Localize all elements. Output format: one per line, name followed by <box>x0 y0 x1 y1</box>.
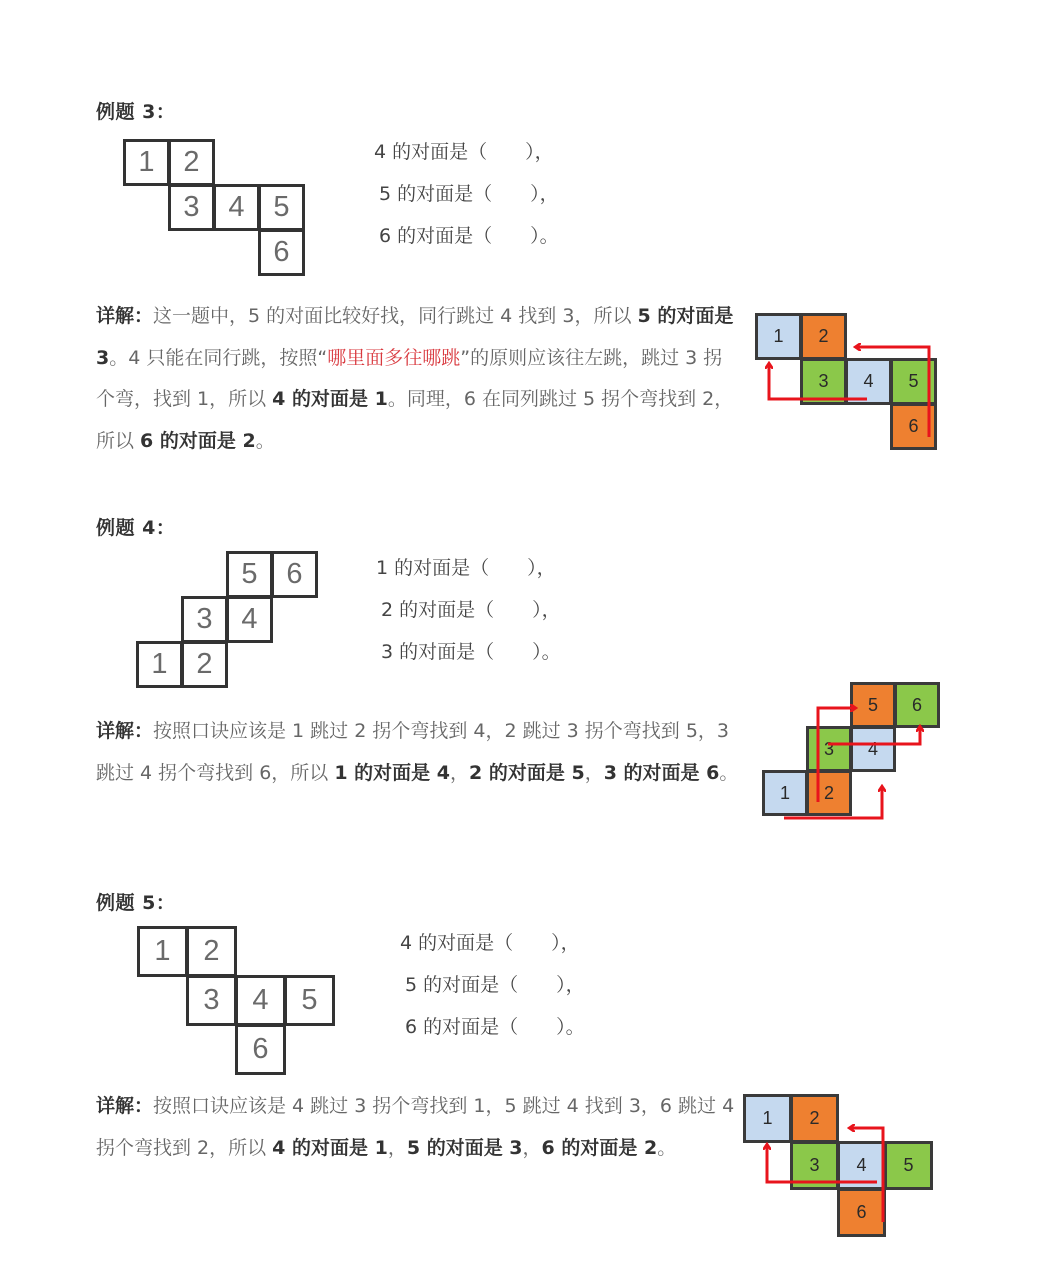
colored-net-cell-5: 5 <box>850 682 896 728</box>
colored-net-cell-5: 5 <box>890 358 937 405</box>
explanation-text: 。同理，6 在同列跳过 5 拐个弯找到 2，所以 <box>96 388 734 452</box>
question: 1 的对面是（ ）， <box>376 557 556 579</box>
net-cell-4: 4 <box>235 975 286 1026</box>
answer-text: 6 的对面是 2 <box>140 429 256 452</box>
answer-text: 5 的对面是 3 <box>406 1136 523 1159</box>
example-4-explanation <box>96 711 746 794</box>
net-cell-5: 5 <box>226 551 273 598</box>
colored-net-cell-6: 6 <box>890 403 937 450</box>
explanation-text: 。 <box>657 1136 677 1159</box>
colored-net-cell-2: 2 <box>806 770 852 816</box>
explanation-text: ”的原则应该往左跳，跳过 3 拐个弯，找到 1，所以 <box>96 346 723 410</box>
answer-text: 4 的对面是 1 <box>272 388 388 410</box>
net-cell-6: 6 <box>271 551 318 598</box>
colored-net-cell-4: 4 <box>845 358 892 405</box>
net-cell-3: 3 <box>186 975 237 1026</box>
question: 5 的对面是（ ）， <box>405 974 585 996</box>
explanation-text: ， <box>450 761 470 784</box>
net-cell-1: 1 <box>137 926 188 977</box>
colored-net-cell-2: 2 <box>790 1094 839 1143</box>
answer-text: 6 的对面是 2 <box>541 1136 658 1159</box>
net-cell-3: 3 <box>181 596 228 643</box>
explanation-text: ， <box>522 1136 542 1159</box>
rule-highlight: 哪里面多往哪跳 <box>327 346 461 369</box>
answer-text: 4 的对面是 1 <box>272 1136 388 1159</box>
question: 4 的对面是（ ）， <box>400 932 580 954</box>
colored-net-cell-3: 3 <box>790 1141 839 1190</box>
net-cell-1: 1 <box>123 139 170 186</box>
answer-text: 3 的对面是 6 <box>603 761 720 784</box>
question: 5 的对面是（ ）， <box>379 183 559 205</box>
net-cell-5: 5 <box>258 184 305 231</box>
colored-net-cell-4: 4 <box>837 1141 886 1190</box>
question: 6 的对面是（ ）。 <box>405 1016 585 1038</box>
net-cell-2: 2 <box>181 641 228 688</box>
colored-net-cell-3: 3 <box>806 726 852 772</box>
example-3-explanation <box>96 296 736 462</box>
explanation-label: 详解： <box>96 1095 154 1117</box>
net-cell-4: 4 <box>226 596 273 643</box>
explanation-label: 详解： <box>96 720 154 742</box>
explanation-text: 按照口诀应该是 1 跳过 2 拐个弯找到 4，2 跳过 3 拐个弯找到 5，3 跳过 4 拐个弯找到 6，所以 <box>96 720 729 784</box>
answer-text: 5 的对面是 3 <box>96 305 734 369</box>
question: 6 的对面是（ ）。 <box>379 225 559 247</box>
net-cell-1: 1 <box>136 641 183 688</box>
explanation-label: 详解： <box>96 305 154 327</box>
explanation-text: ， <box>584 761 604 784</box>
example-3-heading: 例题 3： <box>96 101 176 123</box>
colored-net-cell-6: 6 <box>894 682 940 728</box>
answer-text: 2 的对面是 5 <box>469 761 585 784</box>
answer-text: 1 的对面是 4 <box>334 761 451 784</box>
colored-net-cell-3: 3 <box>800 358 847 405</box>
question: 3 的对面是（ ）。 <box>381 641 561 663</box>
colored-net-cell-6: 6 <box>837 1188 886 1237</box>
net-cell-3: 3 <box>168 184 215 231</box>
net-cell-5: 5 <box>284 975 335 1026</box>
question: 4 的对面是（ ）， <box>374 141 554 163</box>
colored-net-cell-1: 1 <box>762 770 808 816</box>
question: 2 的对面是（ ）， <box>381 599 561 621</box>
colored-net-cell-1: 1 <box>743 1094 792 1143</box>
colored-net-cell-1: 1 <box>755 313 802 360</box>
colored-net-cell-5: 5 <box>884 1141 933 1190</box>
explanation-text: 。4 只能在同行跳，按照“ <box>109 346 328 369</box>
explanation-text: 。 <box>255 429 275 452</box>
colored-net-cell-2: 2 <box>800 313 847 360</box>
explanation-text: 按照口诀应该是 4 跳过 3 拐个弯找到 1，5 跳过 4 找到 3，6 跳过 4 拐个弯找到 2，所以 <box>96 1095 735 1159</box>
net-cell-4: 4 <box>213 184 260 231</box>
example-4-heading: 例题 4： <box>96 517 176 539</box>
colored-net-cell-4: 4 <box>850 726 896 772</box>
explanation-text: 这一题中，5 的对面比较好找，同行跳过 4 找到 3，所以 <box>153 305 638 327</box>
net-cell-2: 2 <box>186 926 237 977</box>
net-cell-6: 6 <box>235 1024 286 1075</box>
net-cell-2: 2 <box>168 139 215 186</box>
explanation-text: 。 <box>719 761 739 784</box>
example-5-explanation <box>96 1086 736 1169</box>
net-cell-6: 6 <box>258 229 305 276</box>
example-5-heading: 例题 5： <box>96 892 176 914</box>
explanation-text: ， <box>387 1136 407 1159</box>
